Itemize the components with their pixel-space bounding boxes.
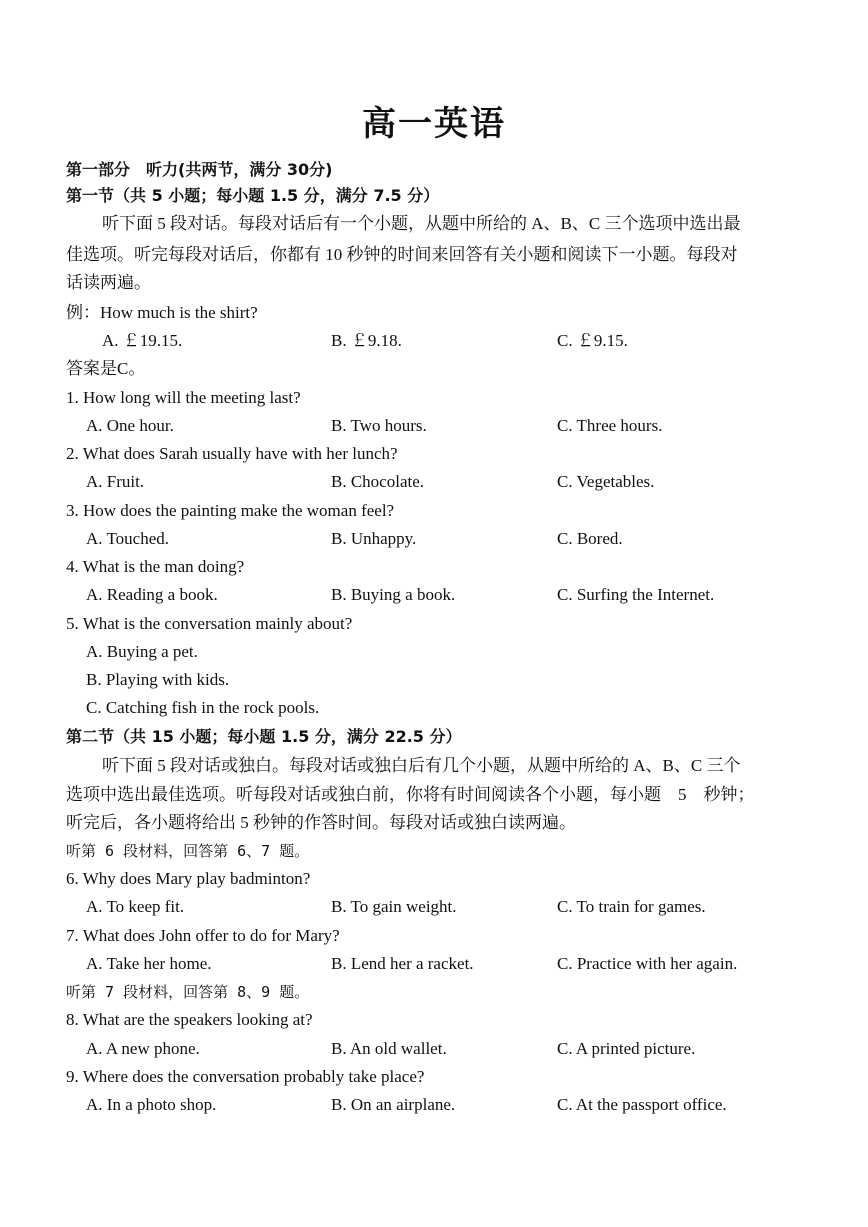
question-6: 6. Why does Mary play badminton? — [66, 869, 311, 888]
section1-instruction-line: 佳选项。听完每段对话后，你都有 10 秒钟的时间来回答有关小题和阅读下一小题。每段对 — [66, 245, 738, 264]
question-8-option-a: A. A new phone. — [86, 1039, 200, 1058]
question-9: 9. Where does the conversation probably take place? — [66, 1067, 425, 1086]
question-3-option-c: C. Bored. — [557, 529, 623, 548]
section2-instruction-line: 听下面 5 段对话或独白。每段对话或独白后有几个小题，从题中所给的 A、B、C 三个 — [102, 756, 741, 775]
question-5-option-a: A. Buying a pet. — [86, 642, 198, 661]
section1-heading: 第一节（共 5 小题；每小题 1.5 分，满分 7.5 分） — [66, 186, 440, 205]
question-5-option-c: C. Catching fish in the rock pools. — [86, 698, 320, 717]
question-1-option-a: A. One hour. — [86, 416, 174, 435]
question-6-option-c: C. To train for games. — [557, 897, 706, 916]
question-3: 3. How does the painting make the woman feel? — [66, 501, 395, 520]
question-7-option-a: A. Take her home. — [86, 954, 212, 973]
question-5: 5. What is the conversation mainly about? — [66, 614, 353, 633]
question-4: 4. What is the man doing? — [66, 557, 245, 576]
question-1-option-b: B. Two hours. — [331, 416, 427, 435]
example-option-a: A. ￡19.15. — [102, 331, 183, 350]
question-3-option-a: A. Touched. — [86, 529, 170, 548]
question-3-option-b: B. Unhappy. — [331, 529, 417, 548]
example-option-b: B. ￡9.18. — [331, 331, 402, 350]
question-9-option-a: A. In a photo shop. — [86, 1095, 217, 1114]
question-6-option-a: A. To keep fit. — [86, 897, 185, 916]
question-4-option-c: C. Surfing the Internet. — [557, 585, 715, 604]
material-7-heading: 听第 7 段材料，回答第 8、9 题。 — [66, 983, 310, 1001]
question-9-option-c: C. At the passport office. — [557, 1095, 727, 1114]
question-2-option-a: A. Fruit. — [86, 472, 145, 491]
question-7-option-c: C. Practice with her again. — [557, 954, 738, 973]
question-7: 7. What does John offer to do for Mary? — [66, 926, 340, 945]
example-answer: 答案是C。 — [66, 359, 146, 378]
question-5-option-b: B. Playing with kids. — [86, 670, 230, 689]
question-2: 2. What does Sarah usually have with her lunch? — [66, 444, 398, 463]
section2-instruction-line: 选项中选出最佳选项。听每段对话或独白前，你将有时间阅读各个小题，每小题 5 秒钟； — [66, 785, 755, 804]
question-9-option-b: B. On an airplane. — [331, 1095, 456, 1114]
question-2-option-c: C. Vegetables. — [557, 472, 655, 491]
question-8-option-c: C. A printed picture. — [557, 1039, 696, 1058]
question-4-option-a: A. Reading a book. — [86, 585, 218, 604]
question-7-option-b: B. Lend her a racket. — [331, 954, 474, 973]
question-1: 1. How long will the meeting last? — [66, 388, 301, 407]
page-title: 高一英语 — [362, 104, 506, 144]
question-2-option-b: B. Chocolate. — [331, 472, 425, 491]
part1-heading: 第一部分 听力(共两节，满分 30分) — [66, 160, 333, 179]
section2-heading: 第二节（共 15 小题；每小题 1.5 分，满分 22.5 分） — [66, 727, 462, 746]
material-6-heading: 听第 6 段材料，回答第 6、7 题。 — [66, 842, 310, 860]
section1-instruction-line: 听下面 5 段对话。每段对话后有一个小题，从题中所给的 A、B、C 三个选项中选出最 — [102, 214, 741, 233]
question-8: 8. What are the speakers looking at? — [66, 1010, 313, 1029]
question-8-option-b: B. An old wallet. — [331, 1039, 447, 1058]
section2-instruction-line: 听完后，各小题将给出 5 秒钟的作答时间。每段对话或独白读两遍。 — [66, 813, 576, 832]
section1-instruction-line: 话读两遍。 — [66, 273, 151, 292]
question-6-option-b: B. To gain weight. — [331, 897, 457, 916]
question-1-option-c: C. Three hours. — [557, 416, 663, 435]
question-4-option-b: B. Buying a book. — [331, 585, 456, 604]
example-option-c: C. ￡9.15. — [557, 331, 628, 350]
example-question: 例：How much is the shirt? — [66, 303, 258, 322]
